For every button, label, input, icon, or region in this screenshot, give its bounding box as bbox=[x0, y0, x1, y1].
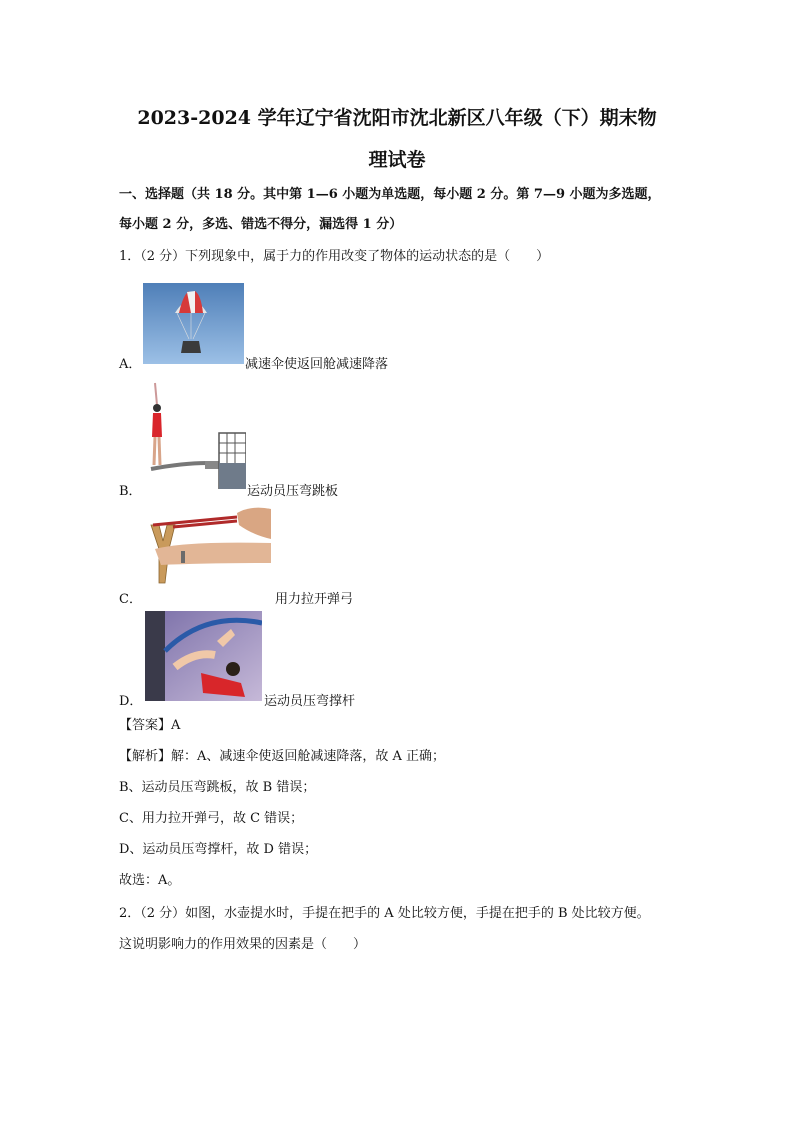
question-2-stem-line2: 这说明影响力的作用效果的因素是（ ） bbox=[119, 937, 367, 952]
section-heading-line2: 每小题 2 分，多选、错选不得分，漏选得 1 分） bbox=[119, 217, 403, 232]
question-1-stem: 1．（2 分）下列现象中，属于力的作用改变了物体的运动状态的是（ ） bbox=[119, 249, 550, 264]
option-b-label: B． bbox=[119, 484, 142, 499]
exam-title-line1: 2023-2024 学年辽宁省沈阳市沈北新区八年级（下）期末物 bbox=[137, 107, 657, 129]
section-heading-line1: 一、选择题（共 18 分。其中第 1—6 小题为单选题，每小题 2 分。第 7—9 小题为多选题， bbox=[119, 187, 661, 202]
parachute-capsule-image bbox=[143, 283, 244, 364]
question-1-analysis-line4: D、运动员压弯撑杆，故 D 错误； bbox=[119, 842, 318, 857]
slingshot-image bbox=[145, 505, 271, 585]
option-d-text: 运动员压弯撑杆 bbox=[264, 694, 356, 709]
question-1-answer: 【答案】A bbox=[119, 718, 181, 733]
option-b-text: 运动员压弯跳板 bbox=[247, 484, 339, 499]
question-1-analysis-line5: 故选：A。 bbox=[119, 873, 181, 888]
question-1-analysis-line1: 【解析】解：A、减速伞使返回舱减速降落，故 A 正确； bbox=[119, 749, 446, 764]
pole-vault-image bbox=[145, 611, 262, 701]
question-2-stem-line1: 2．（2 分）如图，水壶提水时，手提在把手的 A 处比较方便，手提在把手的 B 处比较方便。 bbox=[119, 906, 650, 921]
option-d-label: D． bbox=[119, 694, 143, 709]
exam-title-line2: 理试卷 bbox=[368, 149, 426, 171]
question-1-analysis-line3: C、用力拉开弹弓，故 C 错误； bbox=[119, 811, 304, 826]
option-a-label: A． bbox=[119, 357, 142, 372]
option-c-label: C． bbox=[119, 592, 142, 607]
option-c-text: 用力拉开弹弓 bbox=[275, 592, 354, 607]
diver-springboard-image bbox=[143, 381, 246, 489]
question-1-analysis-line2: B、运动员压弯跳板，故 B 错误； bbox=[119, 780, 316, 795]
option-a-text: 减速伞使返回舱减速降落 bbox=[245, 357, 389, 372]
